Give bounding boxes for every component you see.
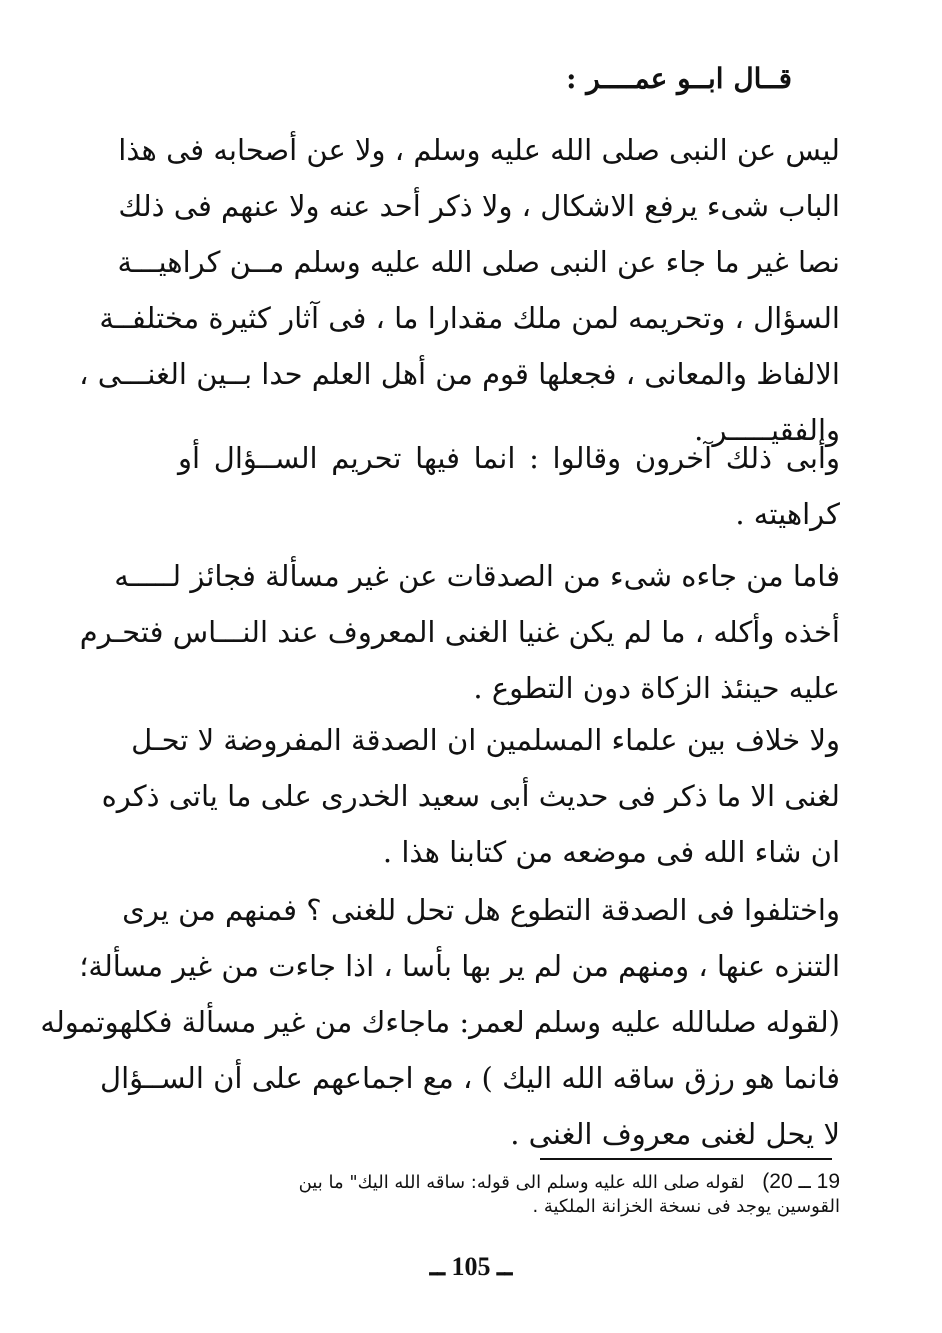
text-line: السؤال ، وتحريمه لمن ملك مقدارا ما ، فى آثار كثيرة مختلفــة	[99, 301, 840, 335]
text-line: الباب شىء يرفع الاشكال ، ولا ذكر أحد عنه ولا عنهم فى ذلك	[118, 189, 840, 223]
paragraph-5	[40, 882, 840, 1162]
paragraph-4	[101, 712, 840, 880]
paragraph-3	[79, 548, 840, 716]
text-line: فاما من جاءه شىء من الصدقات عن غير مسألة فجائز لـــــه	[114, 559, 840, 593]
paragraph-1	[79, 122, 840, 458]
text-line: عليه حينئذ الزكاة دون التطوع .	[473, 671, 840, 705]
text-line: ان شاء الله فى موضعه من كتابنا هذا .	[382, 835, 840, 869]
text-line: نصا غير ما جاء عن النبى صلى الله عليه وسلم مــن كراهيـــة	[117, 245, 840, 279]
text-line: والفقيـــــر .	[694, 413, 840, 447]
text-line: فانما هو رزق ساقه الله اليك ) ، مع اجماعهم على أن الســؤال	[100, 1061, 840, 1095]
footnote-line	[178, 1170, 840, 1195]
text-line: الالفاظ والمعانى ، فجعلها قوم من أهل العلم حدا بــين الغنـــى ،	[79, 357, 840, 391]
text-line: ليس عن النبى صلى الله عليه وسلم ، ولا عن أصحابه فى هذا	[118, 133, 840, 167]
text-line: وأبى ذلك آخرون وقالوا : انما فيها تحريم الســؤال أو	[178, 441, 840, 475]
page-number: ــ 105 ــ	[429, 1252, 513, 1281]
text-line: لغنى الا ما ذكر فى حديث أبى سعيد الخدرى على ما ياتى ذكره	[101, 779, 840, 813]
text-line: أخذه وأكله ، ما لم يكن غنيا الغنى المعروف عند النـــاس فتحـرم	[79, 615, 840, 649]
text-line: التنزه عنها ، ومنهم من لم ير بها بأسا ، اذا جاءت من غير مسألة؛	[79, 949, 840, 983]
footnote	[178, 1170, 840, 1219]
paragraph-2	[178, 430, 840, 542]
text-line: واختلفوا فى الصدقة التطوع هل تحل للغنى ؟ فمنهم من يرى	[122, 893, 840, 927]
section-heading: قــال ابــو عمــــر :	[566, 62, 792, 95]
text-line: (لقوله صلىالله عليه وسلم لعمر: ماجاءك من غير مسألة فكلهوتموله	[40, 1005, 840, 1039]
footnote-text: لقوله صلى الله عليه وسلم الى قوله: ساقه الله اليك" ما بين	[298, 1172, 745, 1193]
footnote-reference: 19 ــ 20)	[762, 1170, 840, 1193]
text-line: لا يحل لغنى معروف الغنى .	[510, 1117, 840, 1151]
text-line: كراهيته .	[735, 497, 840, 531]
footnote-divider	[540, 1158, 832, 1160]
text-line: ولا خلاف بين علماء المسلمين ان الصدقة المفروضة لا تحـل	[131, 723, 840, 757]
footnote-line: القوسين يوجد فى نسخة الخزانة الملكية .	[532, 1196, 840, 1217]
